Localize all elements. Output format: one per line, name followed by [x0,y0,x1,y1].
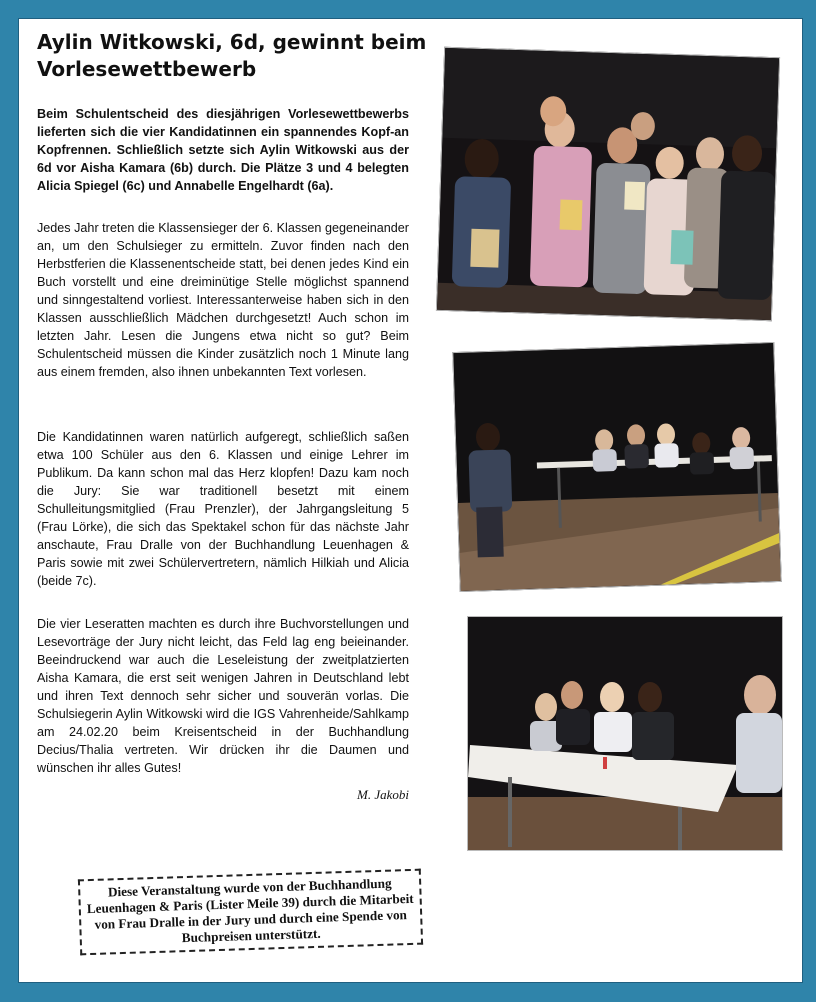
newsletter-page [18,18,803,983]
article-author: M. Jakobi [357,787,409,802]
article-paragraph: Jedes Jahr treten die Klassensieger der 6. Klassen gegeneinander an, um den Schulsieger zu ermitteln. Zuvor finden nach den Herbstferien die Klassenentscheide statt, bei denen jedes Kind ein Buch vorstellt und eine dreiminütige Stelle möglichst spannend und sinngestaltend vorliest. Interessanterweise haben sich in den Klassen ausschließlich Mädchen durchgesetzt! Auch schon im letzten Jahr. Lesen die Jungens etwa nicht so gut? Beim Schulentscheid müssen die Kinder zusätzlich noch 1 Minute lang aus einem fremden, also ihnen unbekannten Text vorlesen. [37,221,409,379]
article-lead: Beim Schulentscheid des diesjährigen Vorlesewettbewerbs lieferten sich die vier Kandidatinnen ein spannendes Kopf-an Kopfrennen. Schließlich setzte sich Aylin Witkowski aus der 6d vor Aisha Kamara (6b) durch. Die Plätze 3 und 4 belegten Alicia Spiegel (6c) und Annabelle Engelhardt (6a). [37,107,409,193]
jury-photo [467,616,783,851]
stage-photo [452,342,781,592]
sponsor-notice: Diese Veranstaltung wurde von der Buchhandlung Leuenhagen & Paris (Lister Meile 39) durch die Mitarbeit von Frau Dralle in der Jury und durch eine Spende von Buchpreisen unterstützt. [78,869,423,956]
group-photo [436,47,780,321]
article-paragraph: Die vier Leseratten machten es durch ihre Buchvorstellungen und Lesevorträge der Jury nicht leicht, das Feld lag eng beieinander. Beeindruckend war auch die Leseleistung der zweitplatzierten Aisha Kamara, die erst seit wenigen Jahren in Deutschland lebt und ihren Text dennoch sehr sicher und souverän vorlas. Die Schulsiegerin Aylin Witkowski wird die IGS Vahrenheide/Sahlkamp am 24.02.20 beim Kreisentscheid in der Buchhandlung Decius/Thalia vertreten. Wir drücken ihr die Daumen und wünschen ihr alles Gutes! [37,617,409,775]
article-title: Aylin Witkowski, 6d, gewinnt beim Vorlesewettbewerb [37,30,427,81]
article-paragraph: Die Kandidatinnen waren natürlich aufgeregt, schließlich saßen etwa 100 Schüler aus den 6. Klassen und einige Lehrer im Publikum. Da kann schon mal das Herz klopfen! Dazu kam noch die Jury: Sie war traditionell besetzt mit einem Schulleitungsmitglied (Frau Prenzler), der Jahrgangsleitung 5 (Frau Lörke), die sich das Spektakel schon für das nächste Jahr anschaute, Frau Dralle von der Buchhandlung Leuenhagen & Paris sowie mit zwei Schülervertretern, nämlich Hilkiah und Alicia (beide 7c). [37,430,409,588]
